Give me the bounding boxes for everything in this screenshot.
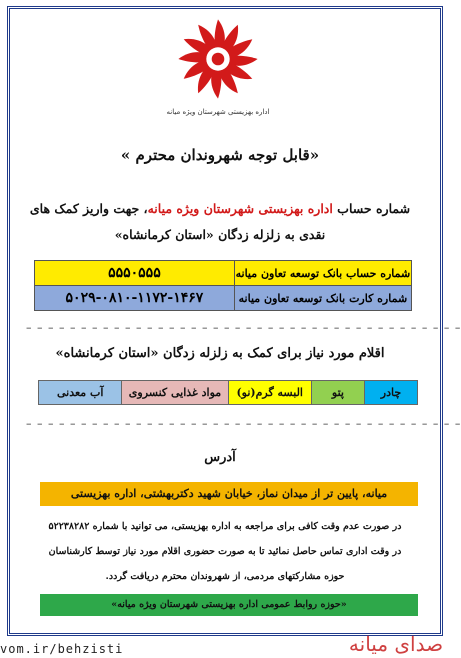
intro-text xyxy=(24,196,416,248)
card-label: شماره کارت بانک توسعه تعاون میانه xyxy=(234,286,411,311)
notice-line: در صورت عدم وقت کافی برای مراجعه به اداره بهزیستی، می توانید با شماره ۵۲۲۳۸۲۸۲ xyxy=(48,521,402,532)
org-caption: اداره بهزیستی شهرستان ویژه میانه xyxy=(166,108,270,116)
account-number: ۵۵۵۰۵۵۵ xyxy=(35,261,235,286)
accounts-table xyxy=(34,260,412,311)
intro-line-2: نقدی به زلزله زدگان «استان کرمانشاه» xyxy=(114,227,326,242)
card-row xyxy=(35,286,412,311)
address-title: آدرس xyxy=(204,450,236,465)
notice-text xyxy=(30,514,420,589)
item-canned-food: مواد غذایی کنسروی xyxy=(122,381,228,405)
notice-line: حوزه مشارکتهای مردمی، از شهروندان محترم دریافت گردد. xyxy=(105,571,345,582)
item-mineral-water: آب معدنی xyxy=(39,381,122,405)
needs-table xyxy=(38,380,418,405)
needs-row xyxy=(39,381,418,405)
account-label: شماره حساب بانک توسعه تعاون میانه xyxy=(234,261,411,286)
watermark-logo: صدای میانه xyxy=(348,632,444,656)
address-text: میانه، پایین تر از میدان نماز، خیابان شهید دکتربهشتی، اداره بهزیستی xyxy=(40,482,418,506)
item-tent: چادر xyxy=(364,381,417,405)
item-blanket: پتو xyxy=(311,381,364,405)
behzisti-logo-icon xyxy=(173,14,263,104)
divider: – – – – – – – – – – – – – – – – – – – – – – – – – – – – – – – – – – – – – – – – xyxy=(26,321,461,334)
needs-title: اقلام مورد نیاز برای کمک به زلزله زدگان «استان کرمانشاه» xyxy=(55,346,385,361)
notice-line: در وقت اداری تماس حاصل نمائید تا به صورت حضوری اقلام مورد نیاز توسط کارشناسان xyxy=(48,546,402,557)
card-number: ۵۰۲۹-۰۸۱۰-۱۱۷۲-۱۴۶۷ xyxy=(35,286,235,311)
account-row xyxy=(35,261,412,286)
intro-highlight: اداره بهزیستی شهرستان ویژه میانه xyxy=(147,201,333,216)
item-warm-clothes: البسه گرم(نو) xyxy=(228,381,311,405)
footer-signature: «حوزه روابط عمومی اداره بهزیستی شهرستان ویژه میانه» xyxy=(40,594,418,616)
intro-line-1: شماره حساب اداره بهزیستی شهرستان ویژه میانه، جهت واریز کمک های xyxy=(29,201,411,216)
watermark-url: vom.ir/behzisti xyxy=(0,642,124,656)
page-title: « قابل توجه شهروندان محترم» xyxy=(120,146,320,164)
divider: – – – – – – – – – – – – – – – – – – – – – – – – – – – – – – – – – – – – – – – – xyxy=(26,417,461,430)
